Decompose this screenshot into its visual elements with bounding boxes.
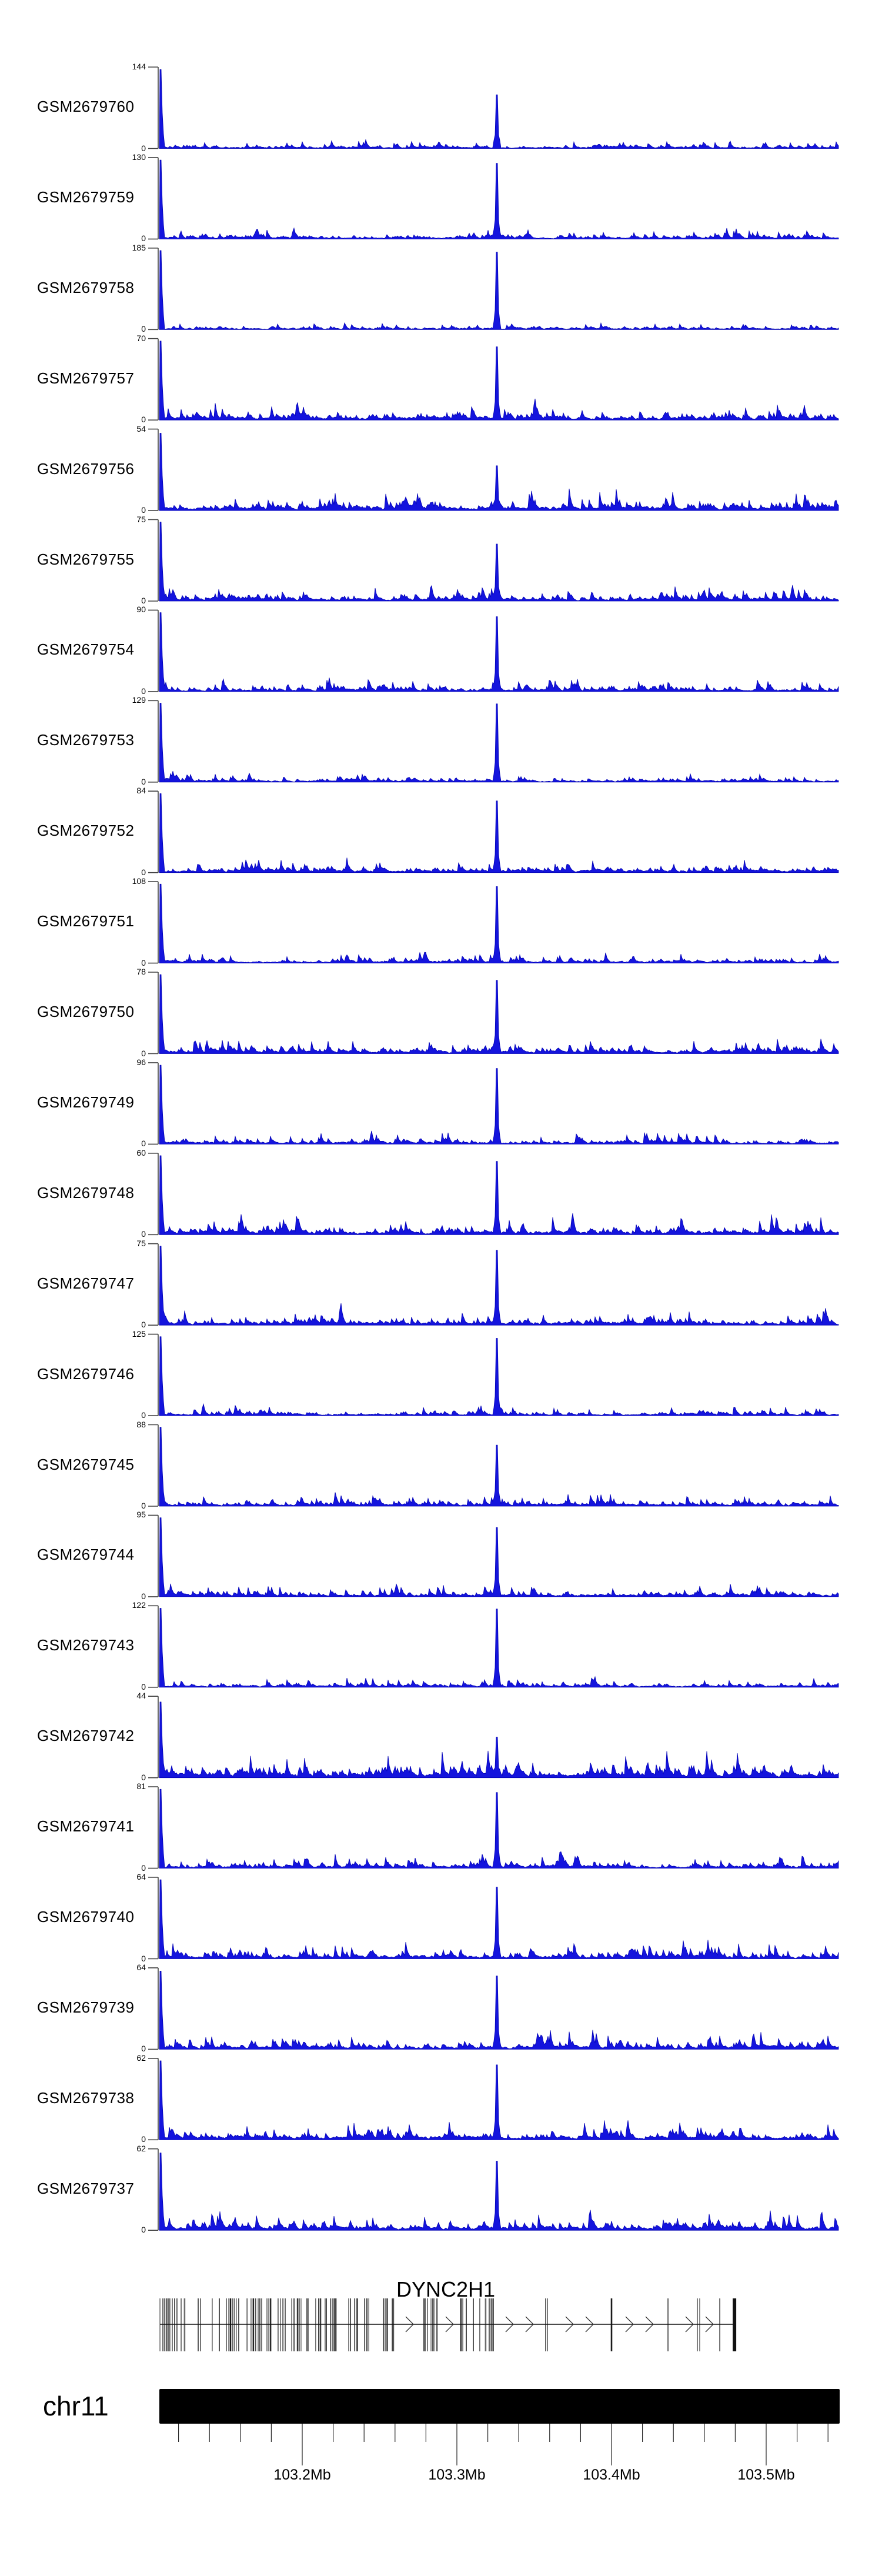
exon-tick: [489, 2298, 490, 2351]
exon-tick: [545, 2298, 546, 2351]
exon-tick: [250, 2298, 252, 2351]
exon-tick: [268, 2298, 269, 2351]
axis-zero-GSM2679750: 0: [141, 1048, 146, 1058]
track-label-GSM2679754: GSM2679754: [37, 640, 135, 659]
track-label-GSM2679747: GSM2679747: [37, 1274, 135, 1292]
axis-zero-GSM2679756: 0: [141, 505, 146, 515]
exon-tick: [335, 2298, 337, 2351]
exon-tick: [300, 2298, 302, 2351]
exon-tick: [230, 2298, 232, 2351]
exon-tick: [333, 2298, 334, 2351]
exon-tick: [697, 2298, 698, 2351]
track-label-GSM2679739: GSM2679739: [37, 1998, 135, 2016]
exon-tick: [427, 2298, 428, 2351]
exon-tick: [667, 2298, 669, 2351]
axis-max-GSM2679753: 129: [132, 695, 146, 705]
chromosome-label: chr11: [43, 2391, 109, 2421]
track-label-GSM2679760: GSM2679760: [37, 98, 135, 115]
exon-tick: [282, 2298, 283, 2351]
exon-tick: [236, 2298, 237, 2351]
exon-tick: [611, 2298, 613, 2351]
coverage-signal-GSM2679757: [159, 341, 838, 420]
exon-tick: [386, 2298, 387, 2351]
exon-tick: [261, 2298, 262, 2351]
exon-tick: [364, 2298, 365, 2351]
coverage-signal-GSM2679752: [159, 793, 838, 872]
axis-max-GSM2679759: 130: [132, 152, 146, 162]
axis-max-GSM2679750: 78: [136, 967, 146, 976]
exon-tick: [176, 2298, 178, 2351]
exon-tick: [259, 2298, 260, 2351]
exon-tick: [719, 2298, 720, 2351]
exon-tick: [168, 2298, 169, 2351]
track-label-GSM2679753: GSM2679753: [37, 731, 135, 749]
exon-tick: [166, 2298, 168, 2351]
scale-label-103.5Mb: 103.5Mb: [737, 2467, 795, 2483]
scale-label-103.2Mb: 103.2Mb: [273, 2467, 331, 2483]
exon-tick: [330, 2298, 331, 2351]
track-label-GSM2679737: GSM2679737: [37, 2179, 135, 2197]
exon-tick: [159, 2298, 161, 2351]
exon-tick: [366, 2298, 368, 2351]
axis-zero-GSM2679744: 0: [141, 1591, 146, 1601]
exon-tick: [423, 2298, 425, 2351]
exon-tick: [325, 2298, 326, 2351]
axis-zero-GSM2679758: 0: [141, 324, 146, 334]
exon-tick: [308, 2298, 309, 2351]
axis-zero-GSM2679737: 0: [141, 2225, 146, 2235]
exon-tick: [234, 2298, 235, 2351]
exon-tick: [357, 2298, 358, 2351]
exon-tick: [479, 2298, 480, 2351]
axis-zero-GSM2679754: 0: [141, 686, 146, 696]
track-label-GSM2679751: GSM2679751: [37, 912, 135, 930]
exon-tick: [198, 2298, 199, 2351]
exon-tick: [280, 2298, 281, 2351]
axis-max-GSM2679758: 185: [132, 242, 146, 252]
coverage-signal-GSM2679744: [159, 1518, 838, 1597]
exon-tick: [490, 2298, 492, 2351]
track-label-GSM2679759: GSM2679759: [37, 188, 135, 206]
axis-zero-GSM2679748: 0: [141, 1229, 146, 1239]
axis-zero-GSM2679739: 0: [141, 2044, 146, 2054]
axis-max-GSM2679755: 75: [136, 514, 146, 524]
axis-max-GSM2679752: 84: [136, 786, 146, 796]
axis-zero-GSM2679751: 0: [141, 957, 146, 967]
track-label-GSM2679756: GSM2679756: [37, 459, 135, 478]
exon-tick: [297, 2298, 299, 2351]
exon-tick: [332, 2298, 333, 2351]
track-label-GSM2679744: GSM2679744: [37, 1546, 135, 1564]
coverage-signal-GSM2679740: [159, 1880, 838, 1958]
axis-zero-GSM2679759: 0: [141, 233, 146, 243]
exon-tick: [433, 2298, 435, 2351]
exon-tick: [334, 2298, 335, 2351]
exon-tick: [368, 2298, 369, 2351]
coverage-signal-GSM2679748: [159, 1156, 838, 1234]
axis-max-GSM2679742: 44: [136, 1691, 146, 1701]
axis-zero-GSM2679742: 0: [141, 1772, 146, 1782]
track-label-GSM2679758: GSM2679758: [37, 278, 135, 296]
exon-tick: [436, 2298, 438, 2351]
track-label-GSM2679752: GSM2679752: [37, 822, 135, 840]
axis-zero-GSM2679747: 0: [141, 1320, 146, 1330]
exon-tick: [172, 2298, 173, 2351]
coverage-signal-GSM2679742: [159, 1702, 838, 1778]
axis-zero-GSM2679755: 0: [141, 596, 146, 605]
exon-tick: [425, 2298, 426, 2351]
scale-label-103.4Mb: 103.4Mb: [583, 2467, 640, 2483]
exon-tick: [246, 2298, 248, 2351]
exon-tick: [320, 2298, 322, 2351]
coverage-signal-GSM2679753: [159, 703, 838, 782]
axis-max-GSM2679760: 144: [132, 62, 146, 71]
coverage-signal-GSM2679751: [159, 884, 838, 963]
exon-tick: [306, 2298, 308, 2351]
exon-tick: [473, 2298, 474, 2351]
exon-tick: [356, 2298, 357, 2351]
axis-max-GSM2679754: 90: [136, 605, 146, 615]
track-label-GSM2679748: GSM2679748: [37, 1183, 135, 1202]
coverage-signal-GSM2679737: [159, 2153, 838, 2231]
track-label-GSM2679746: GSM2679746: [37, 1364, 135, 1383]
track-label-GSM2679738: GSM2679738: [37, 2088, 135, 2107]
axis-max-GSM2679757: 70: [136, 333, 146, 343]
exon-tick: [270, 2298, 272, 2351]
axis-max-GSM2679749: 96: [136, 1057, 146, 1067]
coverage-signal-GSM2679755: [159, 522, 838, 601]
exon-tick: [354, 2298, 355, 2351]
exon-tick: [226, 2298, 227, 2351]
exon-tick: [253, 2298, 255, 2351]
coverage-signal-GSM2679750: [159, 975, 838, 1053]
axis-max-GSM2679743: 122: [132, 1600, 146, 1610]
exon-tick: [383, 2298, 384, 2351]
exon-tick: [299, 2298, 300, 2351]
axis-max-GSM2679741: 81: [136, 1781, 146, 1791]
exon-tick: [733, 2298, 736, 2351]
coverage-signal-GSM2679747: [159, 1246, 838, 1325]
axis-max-GSM2679738: 62: [136, 2053, 146, 2063]
exon-tick: [219, 2298, 220, 2351]
chromosome-ideogram: [159, 2389, 840, 2424]
track-label-GSM2679757: GSM2679757: [37, 369, 135, 387]
coverage-signal-GSM2679758: [159, 251, 838, 329]
exon-tick: [387, 2298, 388, 2351]
exon-tick: [699, 2298, 700, 2351]
axis-zero-GSM2679757: 0: [141, 415, 146, 425]
exon-tick: [255, 2298, 256, 2351]
exon-tick: [462, 2298, 463, 2351]
axis-max-GSM2679756: 54: [136, 423, 146, 433]
coverage-signal-GSM2679749: [159, 1065, 838, 1144]
track-label-GSM2679741: GSM2679741: [37, 1817, 135, 1836]
exon-tick: [293, 2298, 295, 2351]
axis-zero-GSM2679753: 0: [141, 776, 146, 786]
coverage-signal-GSM2679738: [159, 2061, 838, 2140]
exon-tick: [291, 2298, 292, 2351]
exon-tick: [350, 2298, 351, 2351]
exon-tick: [493, 2298, 494, 2351]
exon-tick: [430, 2298, 432, 2351]
exon-tick: [232, 2298, 233, 2351]
exon-tick: [393, 2298, 395, 2351]
gene-name-label: DYNC2H1: [396, 2277, 496, 2301]
exon-tick: [174, 2298, 175, 2351]
coverage-signal-GSM2679756: [159, 433, 838, 511]
axis-max-GSM2679739: 64: [136, 1962, 146, 1972]
coverage-signal-GSM2679739: [159, 1971, 838, 2049]
exon-tick: [200, 2298, 201, 2351]
track-label-GSM2679749: GSM2679749: [37, 1093, 135, 1111]
coverage-signal-GSM2679741: [159, 1789, 838, 1868]
axis-zero-GSM2679745: 0: [141, 1501, 146, 1510]
exon-tick: [460, 2298, 461, 2351]
axis-max-GSM2679745: 88: [136, 1419, 146, 1429]
axis-max-GSM2679747: 75: [136, 1238, 146, 1248]
exon-tick: [285, 2298, 286, 2351]
exon-tick: [162, 2298, 163, 2351]
exon-tick: [547, 2298, 548, 2351]
track-label-GSM2679755: GSM2679755: [37, 550, 135, 568]
exon-tick: [348, 2298, 349, 2351]
exon-tick: [461, 2298, 462, 2351]
exon-tick: [238, 2298, 239, 2351]
exon-tick: [318, 2298, 319, 2351]
track-label-GSM2679742: GSM2679742: [37, 1727, 135, 1745]
axis-max-GSM2679740: 64: [136, 1872, 146, 1881]
exon-tick: [212, 2298, 213, 2351]
track-label-GSM2679740: GSM2679740: [37, 1908, 135, 1926]
axis-zero-GSM2679738: 0: [141, 2134, 146, 2144]
track-label-GSM2679745: GSM2679745: [37, 1455, 135, 1473]
exon-tick: [392, 2298, 393, 2351]
track-label-GSM2679750: GSM2679750: [37, 1003, 135, 1020]
exon-tick: [326, 2298, 327, 2351]
exon-tick: [278, 2298, 279, 2351]
exon-tick: [181, 2298, 182, 2351]
track-label-GSM2679743: GSM2679743: [37, 1636, 135, 1654]
axis-zero-GSM2679740: 0: [141, 1953, 146, 1963]
exon-tick: [315, 2298, 316, 2351]
exon-tick: [492, 2298, 493, 2351]
coverage-signal-GSM2679760: [159, 69, 838, 148]
axis-zero-GSM2679743: 0: [141, 1681, 146, 1691]
exon-tick: [164, 2298, 165, 2351]
coverage-signal-GSM2679743: [159, 1609, 838, 1687]
axis-max-GSM2679746: 125: [132, 1329, 146, 1339]
exon-tick: [266, 2298, 268, 2351]
axis-zero-GSM2679760: 0: [141, 143, 146, 153]
coverage-signal-GSM2679754: [159, 613, 838, 692]
axis-max-GSM2679748: 60: [136, 1147, 146, 1157]
axis-zero-GSM2679752: 0: [141, 867, 146, 877]
exon-tick: [228, 2298, 229, 2351]
coverage-signal-GSM2679759: [159, 160, 838, 239]
axis-max-GSM2679751: 108: [132, 876, 146, 886]
scale-label-103.3Mb: 103.3Mb: [428, 2467, 486, 2483]
axis-zero-GSM2679749: 0: [141, 1139, 146, 1149]
exon-tick: [466, 2298, 467, 2351]
exon-tick: [432, 2298, 433, 2351]
exon-tick: [485, 2298, 487, 2351]
exon-tick: [169, 2298, 171, 2351]
exon-tick: [385, 2298, 386, 2351]
axis-max-GSM2679737: 62: [136, 2143, 146, 2153]
axis-max-GSM2679744: 95: [136, 1510, 146, 1520]
coverage-signal-GSM2679745: [159, 1427, 838, 1506]
exon-tick: [184, 2298, 186, 2351]
axis-zero-GSM2679741: 0: [141, 1863, 146, 1873]
coverage-signal-GSM2679746: [159, 1337, 838, 1416]
axis-zero-GSM2679746: 0: [141, 1410, 146, 1420]
exon-tick: [258, 2298, 259, 2351]
